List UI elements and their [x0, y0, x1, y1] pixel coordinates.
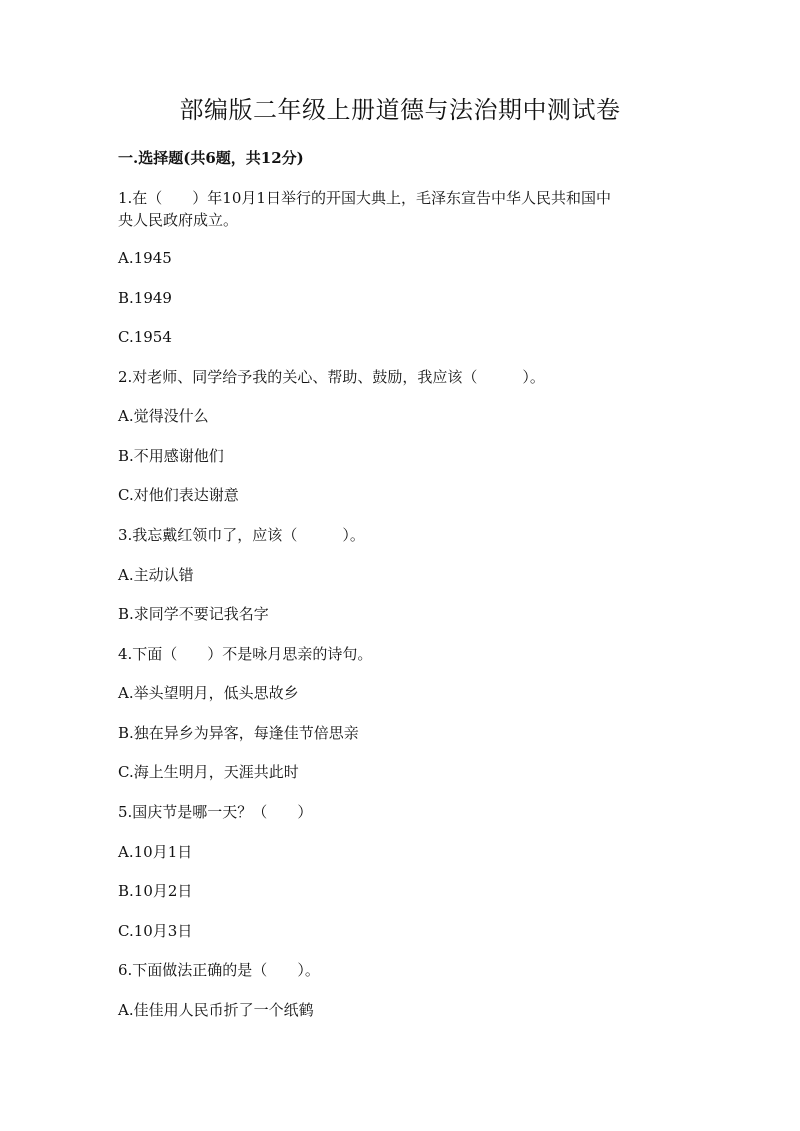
question-3-stem: 3.我忘戴红领巾了，应该（ ）。 — [118, 526, 365, 544]
exam-title: 部编版二年级上册道德与法治期中测试卷 — [179, 96, 621, 124]
question-1-stem-line-1: 1.在（ ）年10月1日举行的开国大典上，毛泽东宣告中华人民共和国中 — [118, 189, 611, 207]
question-4-stem: 4.下面（ ）不是咏月思亲的诗句。 — [118, 645, 373, 663]
question-3-option-b: B.求同学不要记我名字 — [118, 605, 269, 623]
question-6-stem: 6.下面做法正确的是（ ）。 — [118, 961, 320, 979]
question-2-option-b: B.不用感谢他们 — [118, 447, 224, 465]
section-heading-multiple-choice: 一.选择题(共6题，共12分) — [118, 149, 304, 167]
question-5-stem: 5.国庆节是哪一天？（ ） — [118, 803, 313, 821]
question-1-option-b: B.1949 — [118, 289, 172, 307]
question-1-option-c: C.1954 — [118, 328, 172, 346]
question-1-stem-line-2: 央人民政府成立。 — [118, 211, 239, 229]
question-2-option-a: A.觉得没什么 — [118, 407, 209, 425]
question-2-stem: 2.对老师、同学给予我的关心、帮助、鼓励，我应该（ ）。 — [118, 368, 545, 386]
question-1-option-a: A.1945 — [118, 249, 172, 267]
question-6-option-a: A.佳佳用人民币折了一个纸鹤 — [118, 1001, 314, 1019]
question-4-option-c: C.海上生明月，天涯共此时 — [118, 763, 299, 781]
question-4-option-b: B.独在异乡为异客，每逢佳节倍思亲 — [118, 724, 359, 742]
question-3-option-a: A.主动认错 — [118, 566, 194, 584]
question-4-option-a: A.举头望明月，低头思故乡 — [118, 684, 299, 702]
question-2-option-c: C.对他们表达谢意 — [118, 486, 239, 504]
question-5-option-a: A.10月1日 — [118, 843, 193, 861]
question-5-option-b: B.10月2日 — [118, 882, 193, 900]
question-5-option-c: C.10月3日 — [118, 922, 193, 940]
